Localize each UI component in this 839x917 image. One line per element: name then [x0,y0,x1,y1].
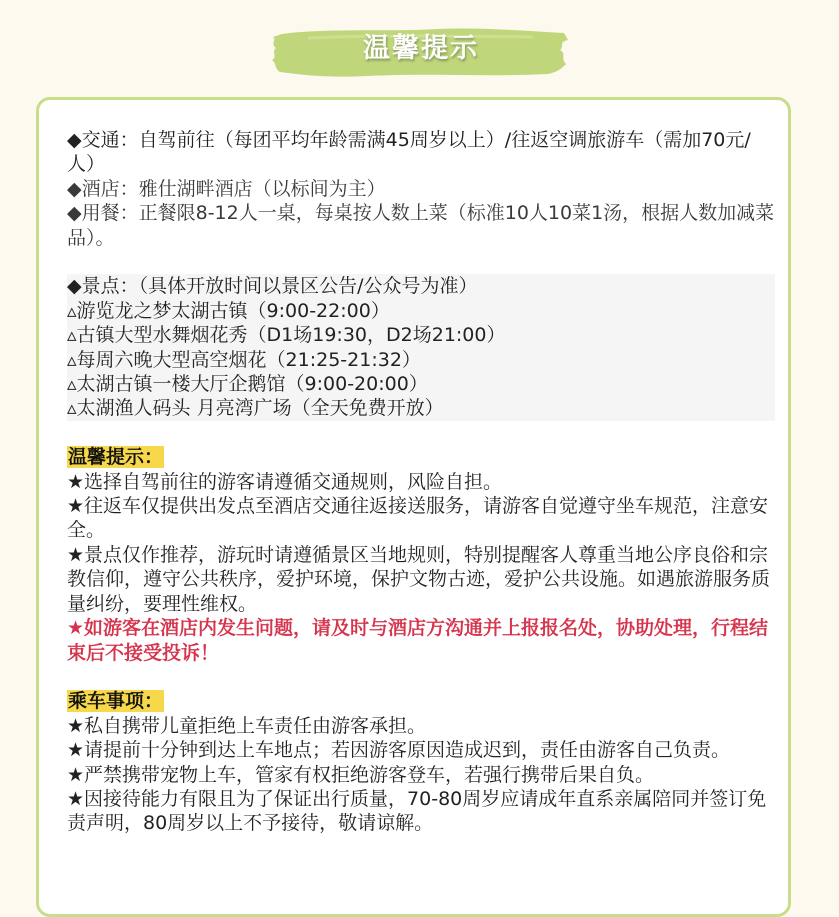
boarding-item: ★私自携带儿童拒绝上车责任由游客承担。 [67,714,427,737]
spot-item: ▵每周六晚大型高空烟花（21:25-21:32） [67,348,421,371]
tips-heading [67,445,775,469]
warning-text: ★如游客在酒店内发生问题，请及时与酒店方沟通并上报报名处，协助处理，行程结束后不接受投诉！ [67,617,769,664]
spot-item: ▵太湖渔人码头 月亮湾广场（全天免费开放） [67,397,444,420]
boarding-heading [67,689,775,713]
tip-item: ★往返车仅提供出发点至酒店交通往返接送服务，请游客自觉遵守坐车规范，注意安全。 [67,495,769,542]
boarding-item: ★因接待能力有限且为了保证出行质量，70-80周岁应请成年直系亲属陪同并签订免责声明，80周岁以上不予接待，敬请谅解。 [67,787,767,835]
banner-title: 温馨提示 [363,33,479,64]
notice-content [67,128,775,836]
spot-item: ▵古镇大型水舞烟花秀（D1场19:30，D2场21:00） [67,324,506,347]
spacer [67,421,775,445]
title-banner [268,24,574,80]
spots-heading: ◆景点：（具体开放时间以景区公告/公众号为准） [67,275,478,298]
meal-info: ◆用餐：正餐限8-12人一桌，每桌按人数上菜（标准10人10菜1汤，根据人数加减菜品）。 [67,202,775,249]
spacer [67,665,775,689]
tips-heading-label: 温馨提示： [68,446,164,469]
tip-item: ★选择自驾前往的游客请遵循交通规则，风险自担。 [67,470,503,493]
notice-card [36,97,791,917]
boarding-heading-label: 乘车事项： [68,690,164,713]
hotel-info: ◆酒店：雅仕湖畔酒店（以标间为主） [67,177,386,200]
spots-section [67,274,775,420]
spacer [67,250,775,274]
boarding-item: ★请提前十分钟到达上车地点；若因游客原因造成迟到，责任由游客自己负责。 [67,739,731,762]
spot-item: ▵游览龙之梦太湖古镇（9:00-22:00） [67,299,390,322]
spot-item: ▵太湖古镇一楼大厅企鹅馆（9:00-20:00） [67,373,428,396]
boarding-item: ★严禁携带宠物上车，管家有权拒绝游客登车，若强行携带后果自负。 [67,763,655,786]
tip-item: ★景点仅作推荐，游玩时请遵循景区当地规则，特别提醒客人尊重当地公序良俗和宗教信仰，遵守公共秩序，爱护环境，保护文物古迹，爱护公共设施。如遇旅游服务质量纠纷，要理性维权。 [67,543,771,615]
traffic-info: ◆交通：自驾前往（每团平均年龄需满45周岁以上）/往返空调旅游车（需加70元/人） [67,129,751,176]
